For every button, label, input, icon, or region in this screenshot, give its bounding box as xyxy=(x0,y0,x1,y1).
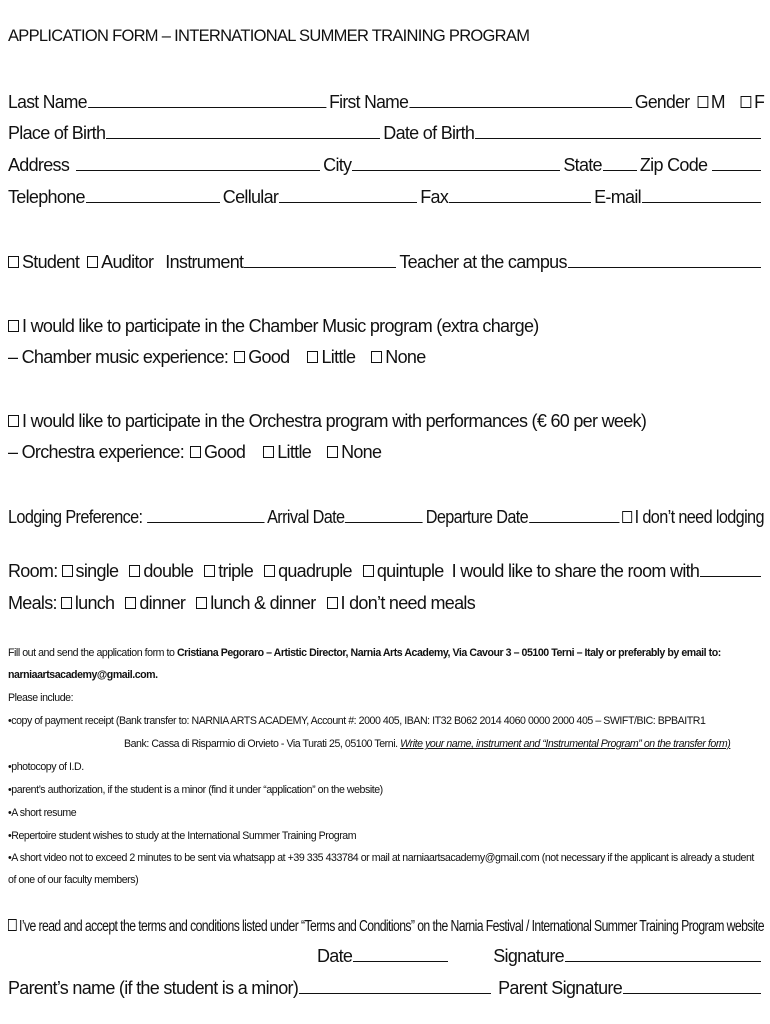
chamber-row xyxy=(8,316,764,337)
resume-item: •A short resume xyxy=(8,807,77,819)
auditor-checkbox[interactable] xyxy=(87,256,98,268)
date-field[interactable] xyxy=(353,947,448,962)
meals-lunch-dinner-label: lunch & dinner xyxy=(210,593,316,613)
meals-lunch-checkbox[interactable] xyxy=(61,597,72,609)
id-item: •photocopy of I.D. xyxy=(8,761,84,773)
lodging-preference-field[interactable] xyxy=(147,508,264,523)
orchestra-little-checkbox[interactable] xyxy=(263,446,274,458)
terms-label: I’ve read and accept the terms and conditions listed under “Terms and Conditions” on the Narnia Festival / International Summer Training Program website xyxy=(19,918,764,935)
place-of-birth-field[interactable] xyxy=(106,124,380,139)
no-meals-label: I don’t need meals xyxy=(340,593,475,613)
room-quadruple-checkbox[interactable] xyxy=(264,565,275,577)
address-row xyxy=(8,155,764,176)
student-label: Student xyxy=(22,252,80,272)
orchestra-label: I would like to participate in the Orchestra program with performances (€ 60 per week) xyxy=(22,411,647,431)
chamber-label: I would like to participate in the Chamber Music program (extra charge) xyxy=(22,316,539,336)
chamber-experience-row xyxy=(8,347,764,368)
terms-checkbox[interactable] xyxy=(8,919,17,931)
room-double-checkbox[interactable] xyxy=(129,565,140,577)
place-of-birth-label: Place of Birth xyxy=(8,123,106,143)
chamber-experience-label: – Chamber music experience: xyxy=(8,347,229,367)
bank-info-text: Bank: Cassa di Risparmio di Orvieto - Via Turati 25, 05100 Terni. xyxy=(124,738,401,750)
orchestra-good-label: Good xyxy=(204,442,246,462)
arrival-date-field[interactable] xyxy=(345,508,423,523)
city-label: City xyxy=(323,155,352,175)
no-lodging-checkbox[interactable] xyxy=(622,511,632,523)
chamber-little-checkbox[interactable] xyxy=(307,351,318,363)
signature-field[interactable] xyxy=(565,947,761,962)
video-item: •A short video not to exceed 2 minutes to be sent via whatsapp at +39 335 433784 or mail at narniaartsacademy@gmail.com (not necessary if the applicant is already a student of one of our faculty members) xyxy=(8,852,754,886)
chamber-none-label: None xyxy=(385,347,426,367)
meals-dinner-label: dinner xyxy=(139,593,186,613)
fax-field[interactable] xyxy=(449,188,591,203)
name-row xyxy=(8,92,765,113)
email-label: E-mail xyxy=(594,187,641,207)
date-label: Date xyxy=(317,946,353,966)
email-field[interactable] xyxy=(642,188,761,203)
contact-row xyxy=(8,187,764,208)
orchestra-none-label: None xyxy=(341,442,382,462)
gender-f-label: F xyxy=(754,92,765,112)
meals-lunch-dinner-checkbox[interactable] xyxy=(196,597,207,609)
teacher-field[interactable] xyxy=(568,253,761,268)
last-name-label: Last Name xyxy=(8,92,87,112)
meals-dinner-checkbox[interactable] xyxy=(125,597,136,609)
city-field[interactable] xyxy=(352,156,560,171)
room-quintuple-label: quintuple xyxy=(376,561,444,581)
terms-row xyxy=(8,918,764,936)
chamber-checkbox[interactable] xyxy=(8,320,19,332)
orchestra-good-checkbox[interactable] xyxy=(190,446,201,458)
gender-m-label: M xyxy=(710,92,725,112)
send-address-text: Cristiana Pegoraro – Artistic Director, Narnia Arts Academy, Via Cavour 3 – 05100 Terni – Italy or preferably by email to: narniaartsacademy@gmail.com. xyxy=(8,647,721,681)
orchestra-checkbox[interactable] xyxy=(8,415,19,427)
status-row xyxy=(8,252,764,273)
meals-row xyxy=(8,593,764,614)
repertoire-item: •Repertoire student wishes to study at the International Summer Training Program xyxy=(8,830,357,842)
date-of-birth-label: Date of Birth xyxy=(383,123,475,143)
form-title xyxy=(8,27,764,46)
fax-label: Fax xyxy=(420,187,449,207)
chamber-none-checkbox[interactable] xyxy=(371,351,382,363)
bank-info xyxy=(124,733,760,756)
telephone-field[interactable] xyxy=(86,188,220,203)
chamber-little-label: Little xyxy=(321,347,356,367)
please-include: Please include: xyxy=(8,692,74,704)
departure-date-label: Departure Date xyxy=(425,507,529,527)
zip-code-field[interactable] xyxy=(712,156,761,171)
zip-code-label: Zip Code xyxy=(639,155,708,175)
instrument-field[interactable] xyxy=(244,253,396,268)
parent-name-label: Parent’s name (if the student is a minor) xyxy=(8,978,299,998)
departure-date-field[interactable] xyxy=(529,508,619,523)
birth-row xyxy=(8,123,764,144)
signature-label: Signature xyxy=(493,946,564,966)
orchestra-none-checkbox[interactable] xyxy=(327,446,338,458)
teacher-label: Teacher at the campus xyxy=(399,252,567,272)
lodging-preference-label: Lodging Preference: xyxy=(8,507,143,527)
room-row xyxy=(8,561,764,582)
arrival-date-label: Arrival Date xyxy=(267,507,345,527)
state-field[interactable] xyxy=(603,156,637,171)
signature-row xyxy=(317,946,764,967)
instrument-label: Instrument xyxy=(165,252,244,272)
room-quadruple-label: quadruple xyxy=(278,561,352,581)
chamber-good-label: Good xyxy=(248,347,290,367)
state-label: State xyxy=(563,155,602,175)
orchestra-row xyxy=(8,411,764,432)
chamber-good-checkbox[interactable] xyxy=(234,351,245,363)
room-triple-checkbox[interactable] xyxy=(204,565,215,577)
lodging-row xyxy=(8,507,764,528)
first-name-label: First Name xyxy=(329,92,409,112)
auditor-label: Auditor xyxy=(101,252,154,272)
form-title-text: APPLICATION FORM – INTERNATIONAL SUMMER TRAINING PROGRAM xyxy=(8,27,530,45)
address-label: Address xyxy=(8,155,70,175)
orchestra-experience-label: – Orchestra experience: xyxy=(8,442,184,462)
orchestra-experience-row xyxy=(8,442,764,463)
parent-signature-label: Parent Signature xyxy=(498,978,623,998)
share-room-label: I would like to share the room with xyxy=(451,561,700,581)
no-lodging-label: I don’t need lodging xyxy=(634,507,764,527)
address-field[interactable] xyxy=(76,156,320,171)
parent-authorization-item: •parent’s authorization, if the student is a minor (find it under “application” on the website) xyxy=(8,784,383,796)
date-of-birth-field[interactable] xyxy=(475,124,761,139)
payment-receipt-item: •copy of payment receipt (Bank transfer to: NARNIA ARTS ACADEMY, Account #: 2000 405, IBAN: IT32 B062 2014 4060 0000 2000 405 – SWIFT/BIC: BPBAITR1 xyxy=(8,715,706,727)
student-checkbox[interactable] xyxy=(8,256,19,268)
gender-m-checkbox[interactable] xyxy=(697,96,708,108)
meals-lunch-label: lunch xyxy=(74,593,115,613)
gender-f-checkbox[interactable] xyxy=(740,96,751,108)
parent-row xyxy=(8,978,764,999)
room-quintuple-checkbox[interactable] xyxy=(363,565,374,577)
send-prefix-text: Fill out and send the application form to xyxy=(8,647,177,659)
room-label: Room: xyxy=(8,561,58,581)
first-name-field[interactable] xyxy=(409,93,632,108)
room-single-label: single xyxy=(75,561,119,581)
telephone-label: Telephone xyxy=(8,187,85,207)
send-instructions xyxy=(8,642,760,686)
gender-label: Gender xyxy=(634,92,690,112)
orchestra-little-label: Little xyxy=(277,442,312,462)
room-double-label: double xyxy=(143,561,194,581)
room-single-checkbox[interactable] xyxy=(62,565,73,577)
no-meals-checkbox[interactable] xyxy=(327,597,338,609)
bank-note-text: Write your name, instrument and “Instrumental Program” on the transfer form) xyxy=(400,738,731,750)
share-room-field[interactable] xyxy=(700,562,761,577)
last-name-field[interactable] xyxy=(88,93,326,108)
parent-signature-field[interactable] xyxy=(623,979,761,994)
room-triple-label: triple xyxy=(218,561,254,581)
meals-label: Meals: xyxy=(8,593,57,613)
cellular-field[interactable] xyxy=(279,188,417,203)
cellular-label: Cellular xyxy=(222,187,279,207)
parent-name-field[interactable] xyxy=(299,979,491,994)
